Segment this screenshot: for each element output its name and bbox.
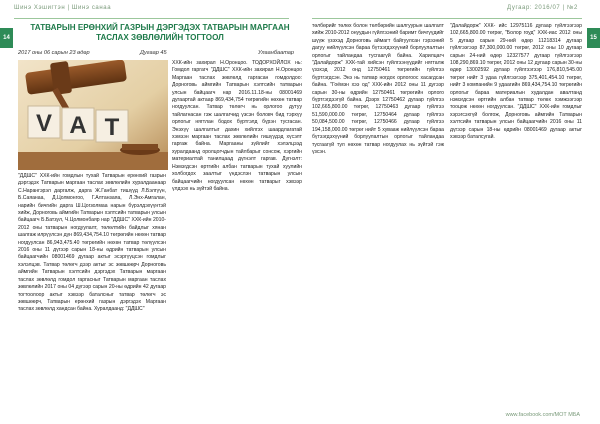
article-column-3 [312,23,444,156]
svg-text:V: V [35,110,53,137]
page-number-left: 14 [0,28,13,48]
article-number: Дугаар 45 [140,50,167,56]
svg-text:A: A [69,112,87,139]
article-column-4 [450,23,582,142]
page-number-right: 15 [587,28,600,48]
article-column-1 [18,173,166,314]
page-header [0,0,600,20]
gavel-vat-blocks-icon [18,60,168,170]
header-divider-right [312,18,582,19]
article-column-2 [172,60,302,193]
article-title: ТАТВАРЫН ЕРӨНХИЙ ГАЗРЫН ДЭРГЭДЭХ ТАТВАРЫН МАРГААН ТАСЛАХ ЗӨВЛӨЛИЙН ТОГТООЛ [30,23,290,42]
column-1-text: "ДДШС" ХХК-ийн гомдлын тухай Татварын ерөнхий газрын дэргэдэх Татварын маргаан таслах зөвлөлийн хуралдаанаар С.Нарангэрэл даргалж, дарга Ж.Ганбат тишүүд Л.Бэлгүүн, Б.Саяанаа, Д.Цолмонгоо, Г.Алтанзаяа, Л.Энх-Амгалан, нарийн бичгийн дарга Ш.Цогзолмаа нарын бүрэлдэхүүнтэй хийж, Дорноговь аймгийн Татварын хэлтсийн татварын улсын байцаагч Б.Батзул, Ч.Цолмонбаяр нар "ДДШС" ХХК-ийн 2010-2012 оны татварын ногдуулалт, төлөлтийн байдлыг хянан шалгаж илрүүлсэн дүн 869,434,754.10 төгрөгийн нөхөн татвар ногдуулсан 86,943,475.40 төгрөгийн нөхөн татвар төлүүлсэн 2016 оны 11 дүгээр сарын 18-ны өдрийн татварын улсын байцаагчийн 08001469 дугаар актыг эсэргүүцсэн гомдлыг хэлэлцэв. Татвар төлөгч дээр актыг эс зөвшөөрч Дорноговь аймгийн Татварын хэлтсийн дэргэдэх Татварын маргаан таслах зөвлөлд гомдол гаргасныг Татварын маргаан таслах зөвлөлийн 2017 оны 04 дүгээр сарын 20-ны өдрийн 42 дугаар тогтоолоор актыг хэвээр баталсныг татвар төлөгч эс зөвшөөрч, Татварын ерөнхий газрын дэргэдэх Маргаан таслах зөвлөлд хандсан байна. Хуралдаанд: "ДДШС" [18,173,166,313]
svg-text:T: T [104,114,120,141]
column-3-text: төлбөрийг төлөх болон төлбөрийн шалгуурын шалгалт хийж 2010-2012 онуудын гүйлгээний баримт бичгүүдийг шүүж үзэхэд Дорноговь аймагт байгуулсан гэрээний дагуу нийлүүлсэн бараа бүтээгдэхүүний борлуулалтын орлогыг тайландаа тусгаагүй байна. Харилцагч "Далайдорж" ХХК-тай хийсэн гүйлгээнүүдийг нягталж үзэхэд 2012 онд 12750461 төгрөгийн гүйлгээ бүртгэгдсэн. Энэ нь татвар ногдох орлогоос хасагдсан байна. "Гоёмэн хээ од" ХХК-ийн 2012 оны 11 дүгээр сарын 30-ны өдрийн 12750461 төгрөгийн орлого бүртгэгдээгүй байна. Дээрх 12750462 дугаар гүйлгээ 102,665,800.00 төгрөг, 12750463 дугаар гүйлгээ 51,590,000.00 төгрөг, 12750464 дугаар гүйлгээ 50,084,500.00 төгрөг, 12750466 дугаар гүйлгээ 194,158,000.00 төгрөг нийт 5 хувааж нийлүүлсэн бараа бүтээгдэхүүний борлуулалтын орлогыг тайландаа тусгаагүй тул нөхөн татвар ногдуулах нь зүйтэй гэж үзсэн. [312,23,444,155]
gavel-vat-blocks-image [18,60,168,170]
article-city: Улаанбаатар [258,50,295,56]
header-left-text: Шинэ Хэшигтэн | Шинэ санаа [14,5,112,11]
article-date: 2017 оны 06 сарын 23 өдөр [18,50,90,56]
header-divider-left [14,18,289,19]
header-right-text: Дугаар: 2016/07 | №2 [507,5,578,11]
column-4-text: "Далайдорж" ХХК- ийс 12975116 дугаар гүйлгээгээр 102,665,800.00 төгрөг, "Болор гоуд" ХХК-иас 2012 оны 5 дугаар сарын 29-ний өдөр 11218314 дугаар гүйлгээгээр 87,300,000.00 төгрөг, 2012 оны 10 дугаар сарын 24-ний өдөр 12327577 дугаар гүйлгээгээр 108,290,869.10 төгрөг, 2012 оны 12 дугаар сарын 30-ны өдөр 13002592 дугаар гүйлгээгээр 176,810,545.00 төгрөг нийт 3 удаа гүйлгээгээр 375,401,454.10 төгрөг, нийт 3 компанийн 9 удаагийн 869,434,754.10 төгрөгийн орлогыг бараа материалын худалдан авалтанд нэмэгдсэн өртгийн албан татвар төлөх хэмжээгээр тооцож нөхөн ногдуулсан. "ДДШС" ХХК-ийн гомдлыг хэрэгсэхгүй болгож, Дорноговь аймгийн Татварын хэлтсийн татварын улсын байцаагчийн 2016 оны 11 дүгээр сарын 18-ны өдрийн 08001469 дугаар актыг хэвээр баталсугай. [450,23,582,141]
footer-url: www.facebook.com/МОТ МБА [505,412,580,418]
column-2-text: ХХК-ийн захирал Н.Оронцоо. ТОДОРХОЙЛОХ нь: Гомдол гаргагч "ДДШС" ХХК-ийн захирал Н.Оронцоо Маргаан таслах зөвлөлд гаргасан гомдолдоо: Дорноговь аймгийн Татварын хэлтсийн татварын улсын байцаагч нар 2016.11.18-ны 08001469 дугаартай актаар 869,434,754 төгрөгийн нөхөн татвар ногдуулсан. Татвар төлөгч нь орлогоо дутуу тайлагнасан гэж шалгагчид үзсэн боловч бид тэрхүү орлогыг нягтлан бодох бүртгэлд бүрэн тусгасан. Энэхүү шалгалтыг дахин хийлгэх шаардлагатай хэмээн маргаан таслах зөвлөлийн гишүүдэд хүсэлт гаргаж байна. Маргааны зүйлийг хэлэлцээд хуралдаанд оролцогчдын тайлбарыг сонсож, хэргийн материалтай танилцаад дүгнэлт гаргав. Дүгнэлт: Нэмэгдсэн өртгийн албан татварын тухай хуулийн холбогдох заалтыг үндэслэн татварын улсын байцаагчийн ногдуулсан нөхөн татварыг хэвээр үлдээх нь зүйтэй байна. [172,60,302,192]
